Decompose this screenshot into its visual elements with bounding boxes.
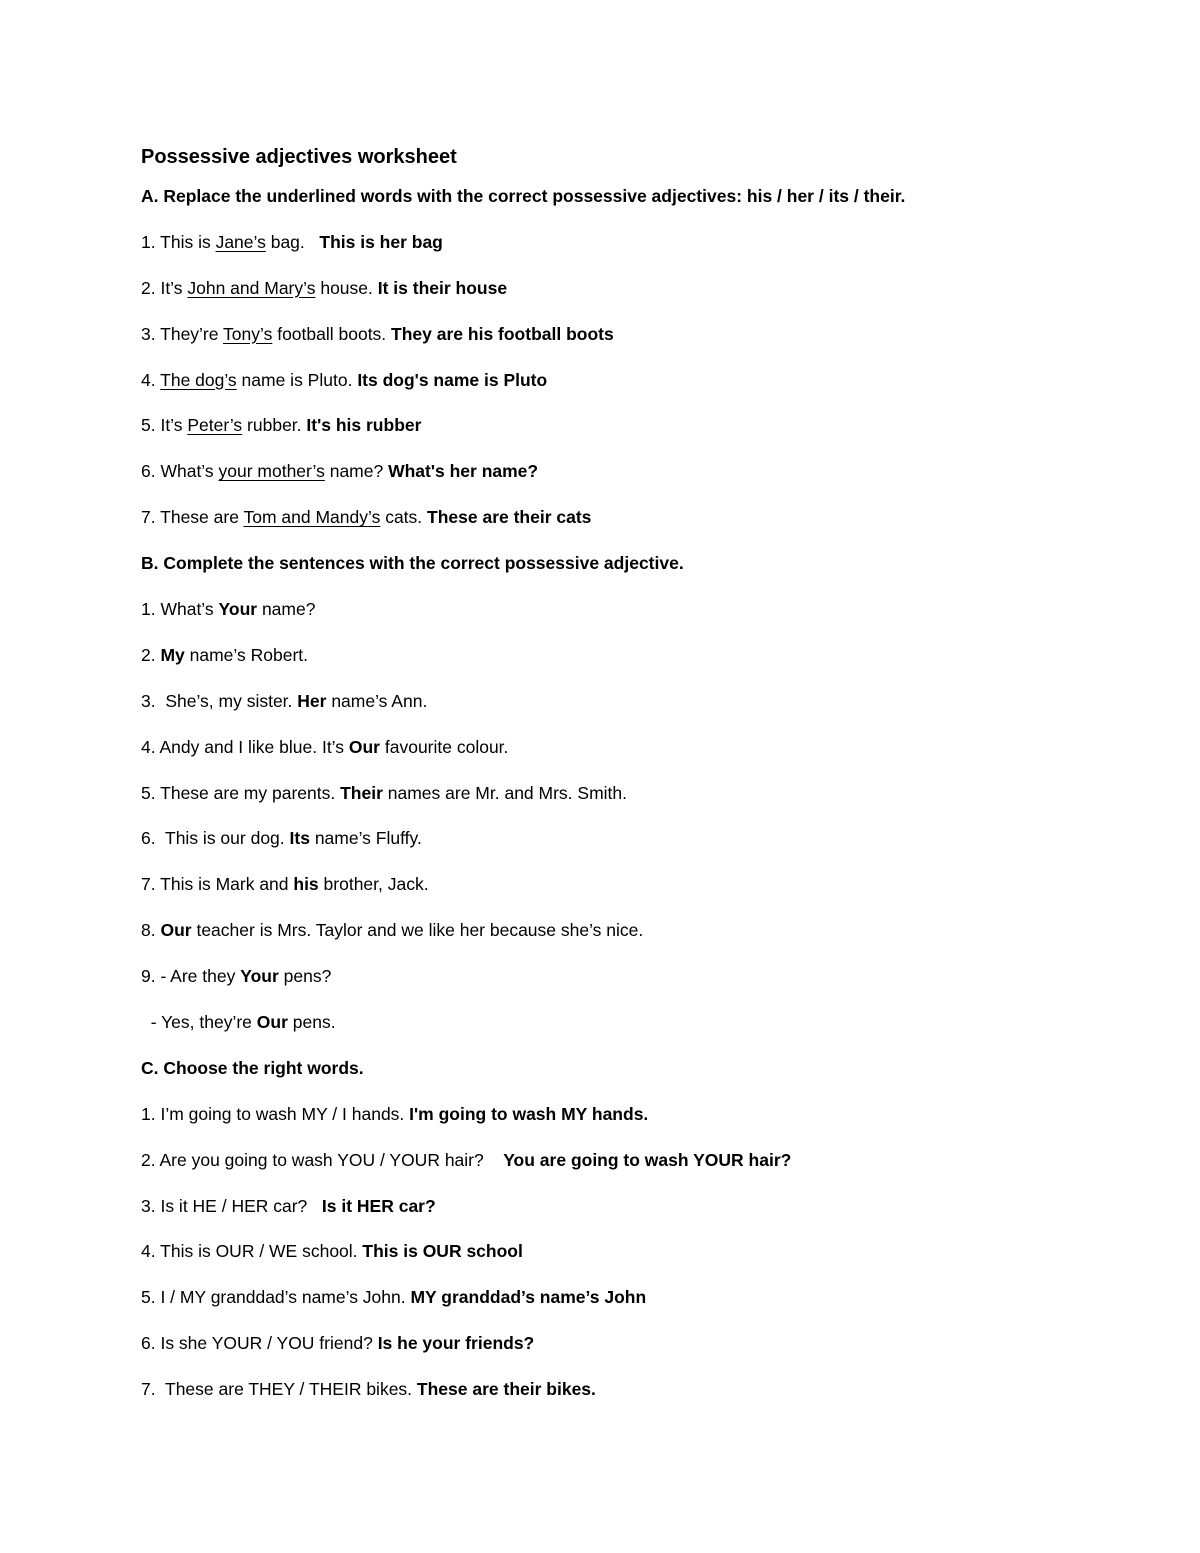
answer-text: Her (297, 690, 327, 711)
line-text: favourite colour. (380, 736, 509, 757)
worksheet-line (141, 954, 1141, 1000)
answer-text: It's his rubber (306, 415, 422, 436)
answer-text: You are going to wash YOUR hair? (503, 1149, 792, 1170)
worksheet-line (141, 495, 1141, 541)
answer-text: C. Choose the right words. (141, 1057, 364, 1078)
worksheet-line (141, 220, 1141, 266)
answer-text: Their (340, 782, 383, 803)
line-text: 9. - Are they (141, 966, 241, 987)
line-text: 5. These are my parents. (141, 782, 341, 803)
worksheet-line (141, 1321, 1141, 1367)
underlined-phrase: John and Mary’s (187, 277, 316, 298)
worksheet-line (141, 1092, 1141, 1138)
worksheet-line (141, 816, 1141, 862)
underlined-phrase: The dog’s (160, 369, 237, 390)
line-text: name’s Robert. (184, 644, 308, 665)
worksheet-line (141, 358, 1141, 404)
line-text: 1. I’m going to wash MY / I hands. (141, 1103, 410, 1124)
line-text: - Yes, they’re (141, 1012, 257, 1033)
line-text: 6. Is she YOUR / YOU friend? (141, 1333, 378, 1354)
answer-text: Your (240, 966, 279, 987)
answer-text: Your (218, 599, 258, 620)
answer-text: Our (256, 1012, 288, 1033)
worksheet-line (141, 862, 1141, 908)
line-text: cats. (380, 507, 428, 528)
worksheet-line (141, 725, 1141, 771)
worksheet-line (141, 1229, 1141, 1275)
answer-text: Our (160, 920, 192, 941)
section-heading (141, 174, 1141, 220)
worksheet-line (141, 1275, 1141, 1321)
line-text: bag. (265, 231, 320, 252)
worksheet-line (141, 1367, 1141, 1413)
line-text: brother, Jack. (318, 874, 429, 895)
answer-text: This is her bag (319, 231, 443, 252)
line-text: house. (315, 277, 378, 298)
line-text: name’s Ann. (326, 690, 428, 711)
answer-text: Our (348, 736, 380, 757)
worksheet-line (141, 449, 1141, 495)
worksheet-line (141, 679, 1141, 725)
page-title: Possessive adjectives worksheet (141, 146, 457, 168)
answer-text: These are their bikes. (416, 1379, 596, 1400)
worksheet-body (141, 174, 1141, 1413)
line-text: 3. They’re (141, 323, 224, 344)
answer-text: What's her name? (388, 461, 539, 482)
answer-text: MY granddad’s name’s John (410, 1287, 647, 1308)
line-text: 4. (141, 369, 161, 390)
line-text: 7. These are (141, 507, 244, 528)
line-text: teacher is Mrs. Taylor and we like her because she’s nice. (191, 920, 644, 941)
line-text: 4. This is OUR / WE school. (141, 1241, 363, 1262)
line-text: pens. (287, 1012, 336, 1033)
underlined-phrase: Peter’s (187, 415, 243, 436)
line-text: 2. Are you going to wash YOU / YOUR hair? (141, 1149, 504, 1170)
underlined-phrase: Jane’s (215, 231, 266, 252)
worksheet-line (141, 633, 1141, 679)
line-text: 7. This is Mark and (141, 874, 294, 895)
worksheet-line (141, 266, 1141, 312)
line-text: 3. She’s, my sister. (141, 690, 298, 711)
worksheet-line (141, 771, 1141, 817)
answer-text: Is it HER car? (321, 1195, 436, 1216)
section-heading (141, 1046, 1141, 1092)
line-text: 4. Andy and I like blue. It’s (141, 736, 349, 757)
line-text: 6. This is our dog. (141, 828, 290, 849)
worksheet-line (141, 587, 1141, 633)
answer-text: I'm going to wash MY hands. (409, 1103, 649, 1124)
worksheet-line (141, 1000, 1141, 1046)
answer-text: A. Replace the underlined words with the correct possessive adjectives: his / her / its / their. (141, 186, 906, 206)
line-text: pens? (278, 966, 332, 987)
answer-text: These are their cats (427, 507, 592, 528)
line-text: 5. It’s (141, 415, 188, 436)
worksheet-line (141, 312, 1141, 358)
worksheet-line (141, 403, 1141, 449)
answer-text: It is their house (377, 277, 508, 298)
answer-text: Its dog's name is Pluto (357, 369, 548, 390)
line-text: name? (257, 599, 316, 620)
answer-text: This is OUR school (362, 1241, 523, 1262)
line-text: 8. (141, 920, 161, 941)
line-text: 2. (141, 644, 161, 665)
worksheet-page (141, 140, 1141, 1413)
line-text: name is Pluto. (236, 369, 358, 390)
line-text: 6. What’s (141, 461, 219, 482)
answer-text: Is he your friends? (377, 1333, 535, 1354)
line-text: 1. What’s (141, 599, 219, 620)
line-text: names are Mr. and Mrs. Smith. (382, 782, 627, 803)
underlined-phrase: Tony’s (223, 323, 273, 344)
line-text: name’s Fluffy. (309, 828, 422, 849)
line-text: 2. It’s (141, 277, 188, 298)
line-text: 7. These are THEY / THEIR bikes. (141, 1379, 417, 1400)
line-text: name? (324, 461, 389, 482)
answer-text: My (160, 644, 185, 665)
worksheet-line (141, 1184, 1141, 1230)
worksheet-line (141, 1138, 1141, 1184)
line-text: 1. This is (141, 231, 216, 252)
underlined-phrase: your mother’s (218, 461, 325, 482)
worksheet-line (141, 908, 1141, 954)
answer-text: They are his football boots (391, 323, 614, 344)
answer-text: B. Complete the sentences with the correct possessive adjective. (141, 553, 684, 574)
section-heading (141, 541, 1141, 587)
line-text: 5. I / MY granddad’s name’s John. (141, 1287, 411, 1308)
line-text: 3. Is it HE / HER car? (141, 1195, 322, 1216)
line-text: rubber. (242, 415, 307, 436)
underlined-phrase: Tom and Mandy’s (243, 507, 381, 528)
answer-text: Its (289, 828, 310, 849)
line-text: football boots. (272, 323, 392, 344)
answer-text: his (293, 874, 319, 895)
